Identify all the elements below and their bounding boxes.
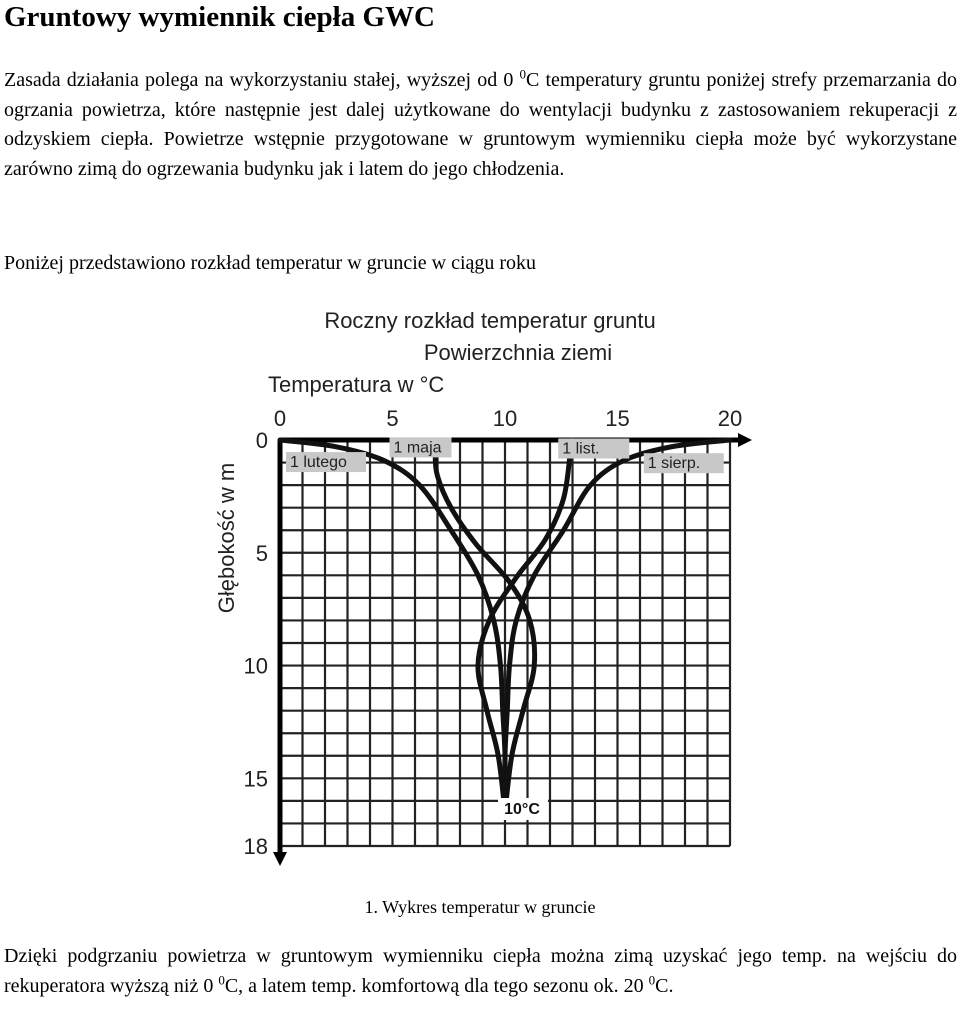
x-tick-label: 20 — [717, 406, 743, 431]
degree-superscript: 0 — [519, 66, 526, 82]
y-tick-label: 0 — [255, 428, 268, 453]
conclusion-text-3: C. — [655, 974, 674, 997]
curve-label: 1 list. — [562, 440, 600, 458]
intro-paragraph — [4, 66, 957, 184]
x-axis-label: Temperatura w °C — [268, 372, 445, 397]
curve-label: 1 maja — [393, 439, 442, 457]
ground-temperature-chart — [212, 300, 752, 866]
y-tick-label: 5 — [255, 540, 268, 566]
x-tick-label: 5 — [386, 406, 399, 431]
chart-title: Roczny rozkład temperatur gruntu — [324, 308, 656, 333]
x-tick-label: 15 — [605, 406, 630, 431]
y-axis-arrow — [273, 852, 287, 866]
chart-ticks — [244, 406, 743, 859]
x-axis-arrow — [738, 433, 752, 447]
y-tick-label: 15 — [243, 766, 268, 792]
degree-superscript: 0 — [648, 971, 656, 987]
chart-subtitle: Powierzchnia ziemi — [423, 340, 613, 365]
curve-label: 1 sierp. — [647, 455, 701, 473]
x-tick-label: 0 — [273, 406, 287, 431]
y-tick-label: 18 — [243, 834, 268, 859]
page-title: Gruntowy wymiennik ciepła GWC — [4, 1, 435, 33]
intro-text-2: C temperatury gruntu poniżej strefy przemarzania do ogrzania powietrza, które następnie jest dalej użytkowane do wentylacji budynku z zastosowaniem rekuperacji z odzyskiem ciepła. Powietrze wstępnie przygotowane w gruntowym wymienniku ciepła może być wykorzystane zarówno zimą do ogrzewania budynku jak i latem do jego chłodzenia. — [4, 69, 957, 180]
chart-annotation: 10°C — [504, 801, 540, 818]
y-axis-label: Głębokość w m — [214, 462, 239, 614]
curve-label: 1 lutego — [290, 454, 347, 472]
figure-caption: 1. Wykres temperatur w gruncie — [364, 897, 596, 917]
x-tick-label: 10 — [492, 406, 518, 431]
conclusion-paragraph — [4, 942, 957, 1001]
chart-intro-paragraph: Poniżej przedstawiono rozkład temperatur w gruncie w ciągu roku — [4, 252, 537, 274]
conclusion-text-2: C, a latem temp. komfortową dla tego sezonu ok. 20 — [224, 974, 649, 997]
degree-superscript: 0 — [218, 971, 225, 987]
conclusion-text-1: Dzięki podgrzaniu powietrza w gruntowym wymienniku ciepła można zimą uzyskać jego temp. na wejściu do rekuperatora wyższą niż 0 — [4, 945, 957, 997]
y-tick-label: 10 — [243, 653, 268, 679]
intro-text-1: Zasada działania polega na wykorzystaniu stałej, wyższej od 0 — [4, 69, 520, 91]
chart-svg — [212, 300, 752, 866]
